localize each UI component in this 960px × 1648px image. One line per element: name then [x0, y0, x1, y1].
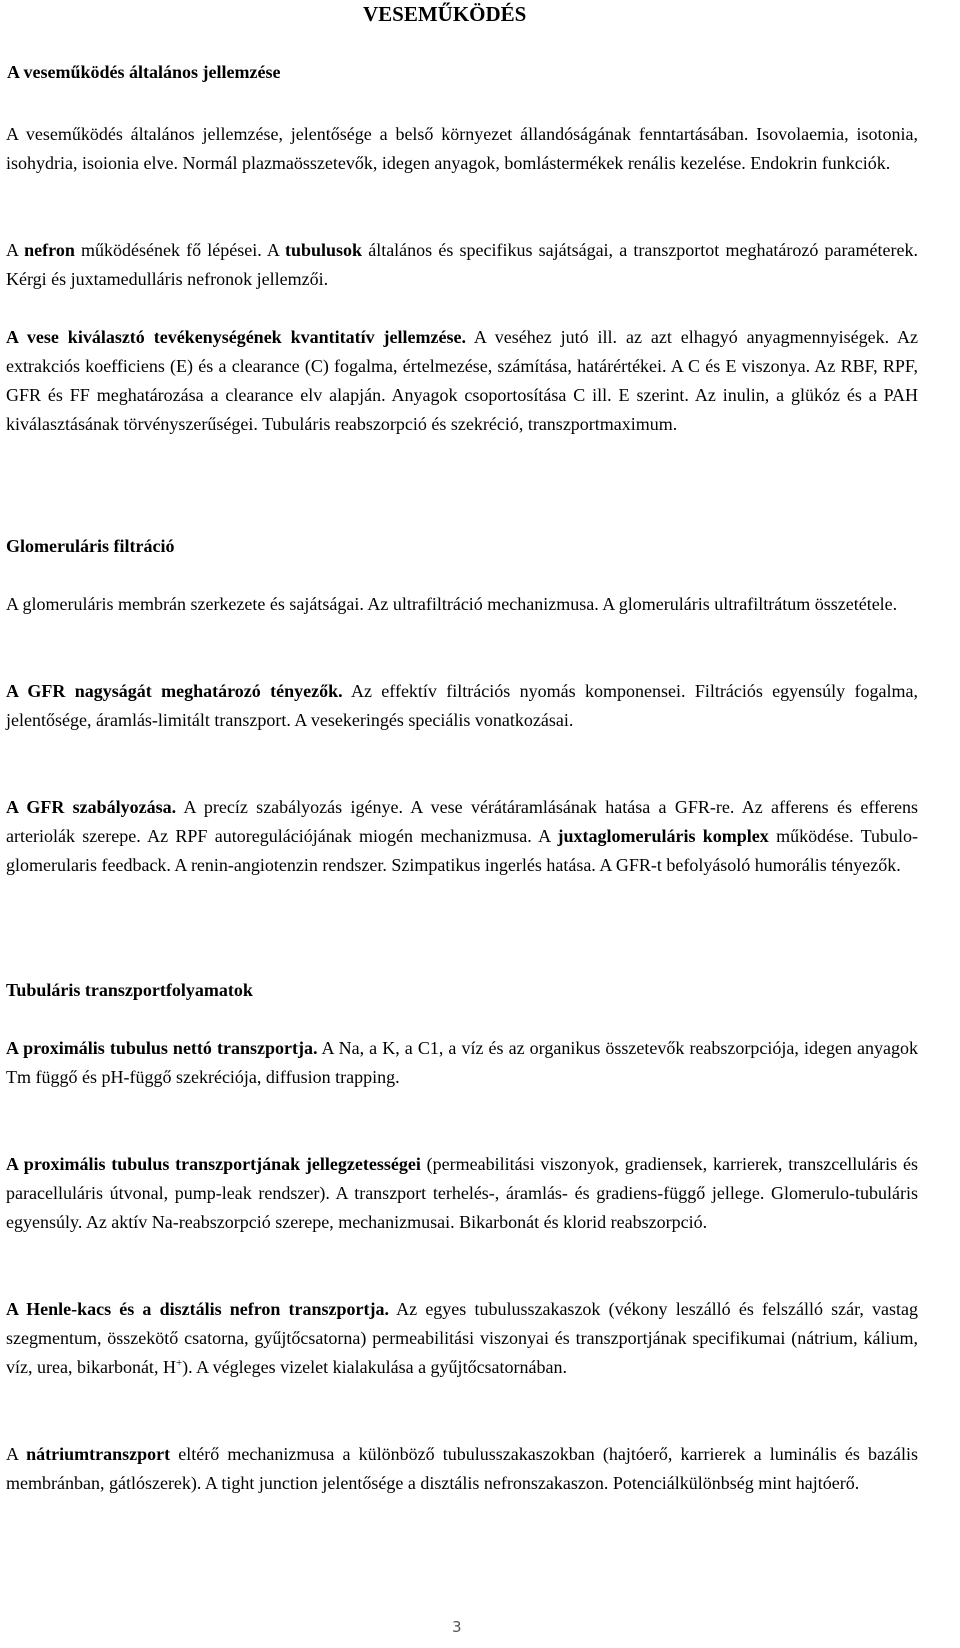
paragraph-text: Az egyes tubulusszakaszok (vékony leszálló és felszálló szár, vastag szegmentum, összekötő csatorna, gyűjtőcsatorna) permeabilitási viszonyai és transzportjának specifikumai (nátrium, kálium, víz, urea, bikarbonát, H: [6, 1299, 918, 1377]
bold-lead-quantitative: A vese kiválasztó tevékenységének kvantitatív jellemzése.: [6, 327, 466, 347]
section-heading-tubular-transport: Tubuláris transzportfolyamatok: [6, 980, 253, 1000]
paragraph-text: általános és specifikus sajátságai, a transzportot meghatározó paraméterek. Kérgi és juxtamedulláris nefronok jellemzői.: [6, 240, 918, 289]
bold-lead-henle-distal: A Henle-kacs és a disztális nefron transzportja.: [6, 1299, 390, 1319]
paragraph-text: A glomeruláris membrán szerkezete és sajátságai. Az ultrafiltráció mechanizmusa. A glomeruláris ultrafiltrátum összetétele.: [6, 594, 898, 614]
paragraph-text: A veséhez jutó ill. az azt elhagyó anyagmennyiségek. Az extrakciós koefficiens (E) és a clearance (C) fogalma, értelmezése, számítása, határértékei. A C és E viszonya. Az RBF, RPF, GFR és FF meghatározása a clearance elv alapján. Anyagok csoportosítása C ill. E szerint. Az inulin, a glükóz és a PAH kiválasztásának törvényszerűségei. Tubuláris reabszorpció és szekréció, transzportmaximum.: [6, 327, 918, 434]
paragraph-sodium-transport: [6, 1440, 918, 1498]
bold-term-tubulusok: tubulusok: [285, 240, 363, 260]
bold-lead-gfr-regulation: A GFR szabályozása.: [6, 797, 177, 817]
paragraph-glomerular-membrane: [6, 590, 918, 619]
paragraph-proximal-net-transport: [6, 1034, 918, 1092]
paragraph-quantitative: [6, 323, 918, 439]
paragraph-text: működésének fő lépései. A: [74, 240, 285, 260]
paragraph-text: A: [6, 240, 25, 260]
bold-term-natriumtranszport: nátriumtranszport: [26, 1444, 171, 1464]
bold-lead-proximal-net: A proximális tubulus nettó transzportja.: [6, 1038, 318, 1058]
paragraph-proximal-characteristics: [6, 1150, 918, 1237]
paragraph-text: eltérő mechanizmusa a különböző tubulusszakaszokban (hajtóerő, karrierek a luminális és bazális membránban, gátlószerek). A tight junction jelentősége a disztális nefronszakaszon. Potenciálkülönbség mint hajtóerő.: [6, 1444, 918, 1493]
paragraph-text: A precíz szabályozás igénye. A vese vérátáramlásának hatása a GFR-re. Az afferens és efferens arteriolák szerepe. Az RPF autoregulációjának miogén mechanizmusa. A: [6, 797, 918, 846]
bold-lead-proximal-characteristics: A proximális tubulus transzportjának jellegzetességei: [6, 1154, 421, 1174]
bold-lead-gfr-factors: A GFR nagyságát meghatározó tényezők.: [6, 681, 343, 701]
document-title: VESEMŰKÖDÉS: [363, 2, 527, 26]
superscript-plus: +: [175, 1357, 183, 1369]
paragraph-text: Az effektív filtrációs nyomás komponensei. Filtrációs egyensúly fogalma, jelentősége, áramlás-limitált transzport. A vesekeringés speciális vonatkozásai.: [6, 681, 918, 730]
paragraph-text: ). A végleges vizelet kialakulása a gyűjtőcsatornában.: [182, 1357, 568, 1377]
paragraph-gfr-regulation: [6, 793, 918, 880]
page-number: 3: [452, 1618, 462, 1636]
paragraph-text: A: [6, 1444, 27, 1464]
bold-term-juxtaglomerular: juxtaglomeruláris komplex: [557, 826, 769, 846]
paragraph-henle-distal: [6, 1295, 918, 1382]
paragraph-text: (permeabilitási viszonyok, gradiensek, karrierek, transzcelluláris és paracelluláris útvonal, pump-leak rendszer). A transzport terhelés-, áramlás- és gradiens-függő jellege. Glomerulo-tubuláris egyensúly. Az aktív Na-reabszorpció szerepe, mechanizmusai. Bikarbonát és klorid reabszorpció.: [6, 1154, 918, 1232]
section-heading-glomerular-filtration: Glomeruláris filtráció: [6, 536, 175, 556]
paragraph-text: működése. Tubulo-glomerularis feedback. A renin-angiotenzin rendszer. Szimpatikus ingerlés hatása. A GFR-t befolyásoló humorális tényezők.: [6, 826, 918, 875]
paragraph-gfr-factors: [6, 677, 918, 735]
paragraph-nephron-steps: [6, 236, 918, 294]
paragraph-text: A Na, a K, a C1, a víz és az organikus összetevők reabszorpciója, idegen anyagok Tm függő és pH-függő szekréciója, diffusion trapping.: [6, 1038, 918, 1087]
paragraph-general-overview: [6, 120, 918, 178]
paragraph-text: A veseműködés általános jellemzése, jelentősége a belső környezet állandóságának fenntartásában. Isovolaemia, isotonia, isohydria, isoionia elve. Normál plazmaösszetevők, idegen anyagok, bomlástermékek renális kezelése. Endokrin funkciók.: [6, 124, 918, 173]
section-heading-general: A veseműködés általános jellemzése: [7, 62, 281, 82]
bold-term-nefron: nefron: [24, 240, 75, 260]
